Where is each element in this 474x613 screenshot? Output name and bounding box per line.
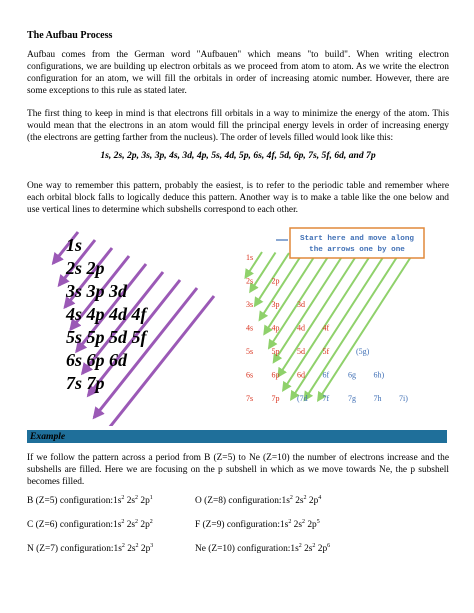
config-superscript: 2 xyxy=(149,519,153,525)
right-arrow xyxy=(260,254,303,320)
config-term: 2p xyxy=(307,520,317,530)
config-term: 1s xyxy=(113,544,122,554)
orbital-label-extra: 7i) xyxy=(399,394,408,403)
config-label: F (Z=9) configuration: xyxy=(195,520,280,530)
orbital-label-extra: 7h xyxy=(373,394,382,403)
right-arrow xyxy=(264,254,316,334)
orbital-label-extra: 7g xyxy=(348,394,356,403)
config-label: N (Z=7) configuration: xyxy=(27,544,114,554)
orbital-label: 6d xyxy=(297,370,305,380)
config-superscript: 1 xyxy=(149,495,153,501)
config-term: 1s xyxy=(279,520,289,530)
configuration-line xyxy=(27,543,153,555)
page-title: The Aufbau Process xyxy=(27,30,113,41)
orbital-label: 6p xyxy=(271,370,280,380)
left-row-4: 4s 4p 4d 4f xyxy=(66,304,147,324)
config-term: 2p xyxy=(140,496,150,506)
orbital-label: 5d xyxy=(297,347,305,356)
pattern-paragraph: One way to remember this pattern, probably the easiest, is to refer to the periodic table and remember where each orbital block falls to logically deduce this pattern. Another way is to make a table like the one below and use vertical lines to determine which subshells correspond to each other. xyxy=(27,181,449,215)
config-term: 2p xyxy=(317,544,328,554)
orbital-label-extra: 6h) xyxy=(373,370,385,380)
orbital-label: 1s xyxy=(246,253,254,262)
config-term: 2s xyxy=(126,496,136,506)
config-superscript: 2 xyxy=(121,519,125,525)
config-superscript: 6 xyxy=(327,543,331,549)
orbital-label: 4d xyxy=(297,323,305,333)
config-term: 2s xyxy=(127,544,136,554)
config-superscript: 2 xyxy=(135,495,139,501)
config-term: 2s xyxy=(126,520,136,530)
orbital-label: 3s xyxy=(246,300,254,309)
config-superscript: 2 xyxy=(303,495,307,501)
config-superscript: 2 xyxy=(121,543,125,549)
configuration-line xyxy=(195,519,320,531)
left-row-2: 2s 2p xyxy=(66,258,105,278)
config-term: 1s xyxy=(113,520,122,530)
config-label: O (Z=8) configuration: xyxy=(195,496,282,506)
config-term: 2p xyxy=(140,544,151,554)
left-row-5: 5s 5p 5d 5f xyxy=(66,327,147,347)
config-superscript: 5 xyxy=(316,519,320,525)
orbital-label: 6s xyxy=(246,370,254,380)
config-superscript: 2 xyxy=(302,519,305,525)
orbital-label: 5s xyxy=(246,347,254,356)
orbital-label-extra: (5g) xyxy=(356,347,370,356)
config-superscript: 2 xyxy=(135,519,139,525)
aufbau-figure xyxy=(0,216,474,426)
orbital-label: 7p xyxy=(271,394,280,403)
right-arrow xyxy=(250,253,275,292)
energy-paragraph: The first thing to keep in mind is that electrons fill orbitals in a way to minimize the energy of the atom. This would mean that the electrons in an atom would fill the principal energy levels in order of increasing energy (the electrons are getting farther from the nucleus). The order of levels filled would look like this: xyxy=(27,109,449,143)
callout xyxy=(276,228,424,258)
config-term: 1s xyxy=(290,544,299,554)
config-term: 1s xyxy=(281,496,290,506)
config-label: Ne (Z=10) configuration: xyxy=(195,544,291,554)
callout-line1: Start here and move along xyxy=(300,235,414,243)
config-term: 2s xyxy=(295,496,304,506)
left-row-3: 3s 3p 3d xyxy=(66,281,128,301)
fill-order-sequence: 1s, 2s, 2p, 3s, 3p, 4s, 3d, 4p, 5s, 4d, 5p, 6s, 4f, 5d, 6p, 7s, 5f, 6d, and 7p xyxy=(100,150,376,161)
left-row-6: 6s 6p 6d xyxy=(66,350,128,370)
left-row-1: 1s xyxy=(66,235,83,255)
config-label: B (Z=5) configuration: xyxy=(27,496,113,506)
config-term: 2s xyxy=(304,544,313,554)
config-superscript: 2 xyxy=(312,543,316,549)
orbital-label: 5p xyxy=(271,347,280,356)
config-term: 2p xyxy=(140,520,150,530)
orbital-label: 2p xyxy=(271,276,280,286)
example-label: Example xyxy=(30,431,66,442)
orbital-label: 4f xyxy=(322,323,330,333)
config-superscript: 2 xyxy=(298,543,302,549)
config-term: 2s xyxy=(293,520,302,530)
orbital-label: 2s xyxy=(246,276,254,286)
configuration-line xyxy=(195,495,321,507)
orbital-label-extra: 7f xyxy=(322,394,330,403)
configuration-line xyxy=(195,543,330,555)
orbital-label-extra: 6f xyxy=(322,370,330,380)
left-row-7: 7s 7p xyxy=(66,373,105,393)
intro-paragraph: Aufbau comes from the German word "Aufbauen" which means "to build". When writing electron configurations, we are building up electron orbitals as we proceed from atom to atom. As we write the electron configuration for an atom, we will fill the orbitals in order of increasing atomic number. However, there are some exceptions to this rule as stated later. xyxy=(27,50,449,96)
config-label: C (Z=6) configuration: xyxy=(27,520,113,530)
orbital-label: 5f xyxy=(322,347,330,356)
config-superscript: 2 xyxy=(121,495,125,501)
orbital-label: 3d xyxy=(297,300,305,309)
config-superscript: 3 xyxy=(150,543,154,549)
orbital-label-extra: (7d xyxy=(297,394,308,403)
config-superscript: 4 xyxy=(318,495,322,501)
configuration-line xyxy=(27,519,153,531)
configuration-line xyxy=(27,495,153,507)
config-term: 1s xyxy=(113,496,122,506)
orbital-label: 7s xyxy=(246,394,254,403)
orbital-label: 3p xyxy=(271,300,280,309)
config-superscript: 2 xyxy=(135,543,139,549)
orbital-label: 4s xyxy=(246,323,254,333)
config-superscript: 2 xyxy=(289,495,293,501)
example-paragraph: If we follow the pattern across a period from B (Z=5) to Ne (Z=10) the number of electrons increase and the subshells are filled. Here we are focusing on the p subshell in which as we move towards Ne, the p subshell becomes filled. xyxy=(27,453,449,487)
right-arrow xyxy=(271,255,343,362)
right-arrow xyxy=(318,258,410,401)
callout-line2: the arrows one by one xyxy=(309,246,405,254)
orbital-label: 4p xyxy=(271,323,280,333)
orbital-label-extra: 6g xyxy=(348,370,356,380)
config-superscript: 2 xyxy=(288,519,292,525)
example-header-bar xyxy=(27,430,447,443)
left-orbital-grid xyxy=(65,235,149,393)
config-term: 2p xyxy=(308,496,319,506)
